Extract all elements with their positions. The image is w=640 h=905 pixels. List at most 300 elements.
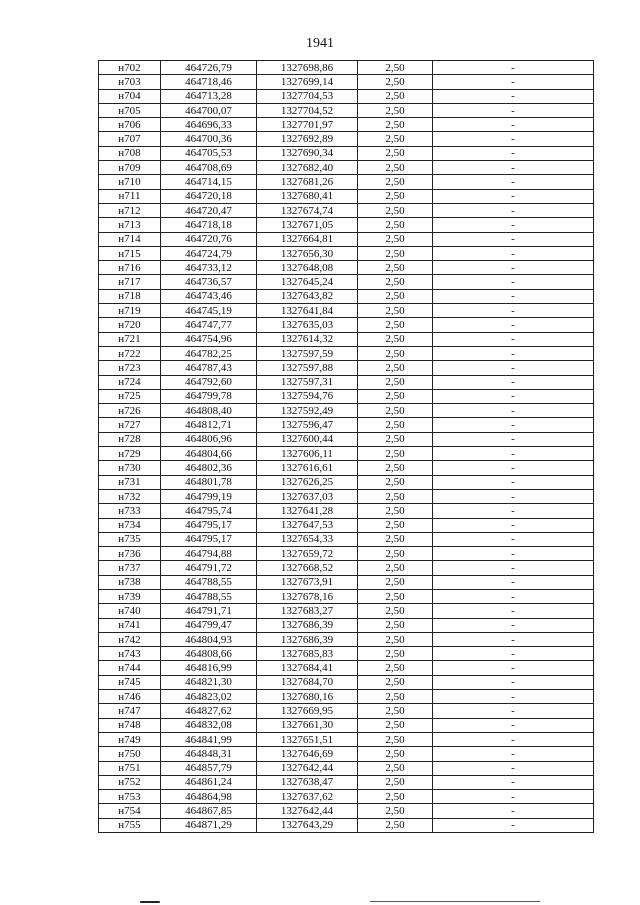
note-cell: - <box>433 475 594 489</box>
y-coordinate-cell: 1327701,97 <box>257 118 358 132</box>
value-cell: 2,50 <box>358 675 433 689</box>
note-cell: - <box>433 447 594 461</box>
point-id-cell: н708 <box>99 146 161 160</box>
point-id-cell: н710 <box>99 175 161 189</box>
y-coordinate-cell: 1327651,51 <box>257 732 358 746</box>
point-id-cell: н723 <box>99 361 161 375</box>
point-id-cell: н746 <box>99 690 161 704</box>
y-coordinate-cell: 1327680,41 <box>257 189 358 203</box>
value-cell: 2,50 <box>358 504 433 518</box>
table-row <box>99 804 594 818</box>
table-row <box>99 361 594 375</box>
point-id-cell: н709 <box>99 161 161 175</box>
point-id-cell: н715 <box>99 246 161 260</box>
table-row <box>99 103 594 117</box>
value-cell: 2,50 <box>358 589 433 603</box>
table-row <box>99 375 594 389</box>
value-cell: 2,50 <box>358 132 433 146</box>
y-coordinate-cell: 1327637,03 <box>257 489 358 503</box>
value-cell: 2,50 <box>358 604 433 618</box>
point-id-cell: н750 <box>99 747 161 761</box>
value-cell: 2,50 <box>358 289 433 303</box>
x-coordinate-cell: 464747,77 <box>161 318 257 332</box>
x-coordinate-cell: 464788,55 <box>161 589 257 603</box>
y-coordinate-cell: 1327643,82 <box>257 289 358 303</box>
table-row <box>99 118 594 132</box>
note-cell: - <box>433 389 594 403</box>
note-cell: - <box>433 203 594 217</box>
x-coordinate-cell: 464787,43 <box>161 361 257 375</box>
point-id-cell: н740 <box>99 604 161 618</box>
point-id-cell: н702 <box>99 61 161 75</box>
y-coordinate-cell: 1327642,44 <box>257 804 358 818</box>
x-coordinate-cell: 464871,29 <box>161 818 257 832</box>
y-coordinate-cell: 1327596,47 <box>257 418 358 432</box>
note-cell: - <box>433 332 594 346</box>
y-coordinate-cell: 1327646,69 <box>257 747 358 761</box>
point-id-cell: н748 <box>99 718 161 732</box>
value-cell: 2,50 <box>358 704 433 718</box>
note-cell: - <box>433 61 594 75</box>
point-id-cell: н745 <box>99 675 161 689</box>
x-coordinate-cell: 464794,88 <box>161 547 257 561</box>
point-id-cell: н720 <box>99 318 161 332</box>
x-coordinate-cell: 464705,53 <box>161 146 257 160</box>
note-cell: - <box>433 618 594 632</box>
table-row <box>99 447 594 461</box>
note-cell: - <box>433 804 594 818</box>
y-coordinate-cell: 1327686,39 <box>257 632 358 646</box>
point-id-cell: н738 <box>99 575 161 589</box>
y-coordinate-cell: 1327678,16 <box>257 589 358 603</box>
table-row <box>99 461 594 475</box>
note-cell: - <box>433 547 594 561</box>
x-coordinate-cell: 464823,02 <box>161 690 257 704</box>
y-coordinate-cell: 1327682,40 <box>257 161 358 175</box>
x-coordinate-cell: 464736,57 <box>161 275 257 289</box>
note-cell: - <box>433 690 594 704</box>
x-coordinate-cell: 464841,99 <box>161 732 257 746</box>
page-number: 1941 <box>306 36 334 51</box>
note-cell: - <box>433 589 594 603</box>
x-coordinate-cell: 464713,28 <box>161 89 257 103</box>
table-row <box>99 332 594 346</box>
value-cell: 2,50 <box>358 275 433 289</box>
value-cell: 2,50 <box>358 161 433 175</box>
note-cell: - <box>433 275 594 289</box>
value-cell: 2,50 <box>358 575 433 589</box>
point-id-cell: н727 <box>99 418 161 432</box>
point-id-cell: н724 <box>99 375 161 389</box>
y-coordinate-cell: 1327704,53 <box>257 89 358 103</box>
x-coordinate-cell: 464718,18 <box>161 218 257 232</box>
note-cell: - <box>433 675 594 689</box>
value-cell: 2,50 <box>358 75 433 89</box>
note-cell: - <box>433 404 594 418</box>
value-cell: 2,50 <box>358 618 433 632</box>
table-row <box>99 404 594 418</box>
x-coordinate-cell: 464733,12 <box>161 261 257 275</box>
x-coordinate-cell: 464788,55 <box>161 575 257 589</box>
y-coordinate-cell: 1327690,34 <box>257 146 358 160</box>
point-id-cell: н749 <box>99 732 161 746</box>
y-coordinate-cell: 1327661,30 <box>257 718 358 732</box>
point-id-cell: н752 <box>99 775 161 789</box>
y-coordinate-cell: 1327673,91 <box>257 575 358 589</box>
point-id-cell: н719 <box>99 304 161 318</box>
table-row <box>99 61 594 75</box>
note-cell: - <box>433 375 594 389</box>
value-cell: 2,50 <box>358 346 433 360</box>
note-cell: - <box>433 261 594 275</box>
note-cell: - <box>433 718 594 732</box>
table-row <box>99 246 594 260</box>
point-id-cell: н716 <box>99 261 161 275</box>
x-coordinate-cell: 464745,19 <box>161 304 257 318</box>
x-coordinate-cell: 464867,85 <box>161 804 257 818</box>
table-row <box>99 718 594 732</box>
value-cell: 2,50 <box>358 475 433 489</box>
x-coordinate-cell: 464861,24 <box>161 775 257 789</box>
note-cell: - <box>433 790 594 804</box>
x-coordinate-cell: 464795,74 <box>161 504 257 518</box>
y-coordinate-cell: 1327685,83 <box>257 647 358 661</box>
note-cell: - <box>433 346 594 360</box>
y-coordinate-cell: 1327641,84 <box>257 304 358 318</box>
y-coordinate-cell: 1327674,74 <box>257 203 358 217</box>
x-coordinate-cell: 464795,17 <box>161 518 257 532</box>
x-coordinate-cell: 464857,79 <box>161 761 257 775</box>
value-cell: 2,50 <box>358 432 433 446</box>
x-coordinate-cell: 464801,78 <box>161 475 257 489</box>
point-id-cell: н732 <box>99 489 161 503</box>
scan-artifact-mark <box>140 901 160 903</box>
note-cell: - <box>433 604 594 618</box>
table-row <box>99 575 594 589</box>
value-cell: 2,50 <box>358 561 433 575</box>
note-cell: - <box>433 361 594 375</box>
table-row <box>99 518 594 532</box>
value-cell: 2,50 <box>358 404 433 418</box>
note-cell: - <box>433 661 594 675</box>
value-cell: 2,50 <box>358 203 433 217</box>
value-cell: 2,50 <box>358 89 433 103</box>
point-id-cell: н721 <box>99 332 161 346</box>
note-cell: - <box>433 418 594 432</box>
value-cell: 2,50 <box>358 103 433 117</box>
note-cell: - <box>433 632 594 646</box>
point-id-cell: н744 <box>99 661 161 675</box>
note-cell: - <box>433 461 594 475</box>
value-cell: 2,50 <box>358 332 433 346</box>
value-cell: 2,50 <box>358 447 433 461</box>
table-row <box>99 175 594 189</box>
value-cell: 2,50 <box>358 690 433 704</box>
point-id-cell: н717 <box>99 275 161 289</box>
x-coordinate-cell: 464812,71 <box>161 418 257 432</box>
x-coordinate-cell: 464808,66 <box>161 647 257 661</box>
point-id-cell: н706 <box>99 118 161 132</box>
y-coordinate-cell: 1327669,95 <box>257 704 358 718</box>
point-id-cell: н730 <box>99 461 161 475</box>
x-coordinate-cell: 464724,79 <box>161 246 257 260</box>
note-cell: - <box>433 132 594 146</box>
y-coordinate-cell: 1327643,29 <box>257 818 358 832</box>
y-coordinate-cell: 1327594,76 <box>257 389 358 403</box>
table-row <box>99 489 594 503</box>
y-coordinate-cell: 1327704,52 <box>257 103 358 117</box>
note-cell: - <box>433 75 594 89</box>
value-cell: 2,50 <box>358 747 433 761</box>
x-coordinate-cell: 464821,30 <box>161 675 257 689</box>
point-id-cell: н755 <box>99 818 161 832</box>
x-coordinate-cell: 464808,40 <box>161 404 257 418</box>
table-row <box>99 203 594 217</box>
table-row <box>99 432 594 446</box>
y-coordinate-cell: 1327671,05 <box>257 218 358 232</box>
value-cell: 2,50 <box>358 304 433 318</box>
x-coordinate-cell: 464718,46 <box>161 75 257 89</box>
value-cell: 2,50 <box>358 146 433 160</box>
table-row <box>99 661 594 675</box>
y-coordinate-cell: 1327626,25 <box>257 475 358 489</box>
coordinates-table-body <box>99 61 594 833</box>
y-coordinate-cell: 1327698,86 <box>257 61 358 75</box>
point-id-cell: н711 <box>99 189 161 203</box>
x-coordinate-cell: 464792,60 <box>161 375 257 389</box>
point-id-cell: н737 <box>99 561 161 575</box>
y-coordinate-cell: 1327592,49 <box>257 404 358 418</box>
table-row <box>99 318 594 332</box>
point-id-cell: н718 <box>99 289 161 303</box>
y-coordinate-cell: 1327614,32 <box>257 332 358 346</box>
table-row <box>99 589 594 603</box>
table-row <box>99 761 594 775</box>
y-coordinate-cell: 1327680,16 <box>257 690 358 704</box>
table-row <box>99 289 594 303</box>
note-cell: - <box>433 818 594 832</box>
table-row <box>99 189 594 203</box>
note-cell: - <box>433 518 594 532</box>
note-cell: - <box>433 161 594 175</box>
x-coordinate-cell: 464743,46 <box>161 289 257 303</box>
y-coordinate-cell: 1327664,81 <box>257 232 358 246</box>
x-coordinate-cell: 464782,25 <box>161 346 257 360</box>
table-row <box>99 618 594 632</box>
point-id-cell: н722 <box>99 346 161 360</box>
table-row <box>99 418 594 432</box>
note-cell: - <box>433 103 594 117</box>
value-cell: 2,50 <box>358 318 433 332</box>
y-coordinate-cell: 1327637,62 <box>257 790 358 804</box>
x-coordinate-cell: 464720,18 <box>161 189 257 203</box>
table-row <box>99 690 594 704</box>
y-coordinate-cell: 1327683,27 <box>257 604 358 618</box>
table-row <box>99 346 594 360</box>
scan-artifact-line <box>370 901 540 902</box>
x-coordinate-cell: 464864,98 <box>161 790 257 804</box>
x-coordinate-cell: 464714,15 <box>161 175 257 189</box>
value-cell: 2,50 <box>358 632 433 646</box>
value-cell: 2,50 <box>358 61 433 75</box>
y-coordinate-cell: 1327642,44 <box>257 761 358 775</box>
note-cell: - <box>433 489 594 503</box>
note-cell: - <box>433 504 594 518</box>
table-row <box>99 161 594 175</box>
y-coordinate-cell: 1327656,30 <box>257 246 358 260</box>
table-row <box>99 89 594 103</box>
point-id-cell: н742 <box>99 632 161 646</box>
x-coordinate-cell: 464804,93 <box>161 632 257 646</box>
note-cell: - <box>433 704 594 718</box>
point-id-cell: н733 <box>99 504 161 518</box>
value-cell: 2,50 <box>358 218 433 232</box>
y-coordinate-cell: 1327597,31 <box>257 375 358 389</box>
value-cell: 2,50 <box>358 804 433 818</box>
y-coordinate-cell: 1327645,24 <box>257 275 358 289</box>
y-coordinate-cell: 1327684,70 <box>257 675 358 689</box>
value-cell: 2,50 <box>358 461 433 475</box>
coordinates-table <box>98 60 594 833</box>
x-coordinate-cell: 464799,19 <box>161 489 257 503</box>
x-coordinate-cell: 464816,99 <box>161 661 257 675</box>
point-id-cell: н713 <box>99 218 161 232</box>
table-row <box>99 532 594 546</box>
point-id-cell: н751 <box>99 761 161 775</box>
point-id-cell: н736 <box>99 547 161 561</box>
x-coordinate-cell: 464726,79 <box>161 61 257 75</box>
table-row <box>99 232 594 246</box>
point-id-cell: н725 <box>99 389 161 403</box>
note-cell: - <box>433 561 594 575</box>
note-cell: - <box>433 146 594 160</box>
point-id-cell: н743 <box>99 647 161 661</box>
note-cell: - <box>433 175 594 189</box>
table-row <box>99 146 594 160</box>
point-id-cell: н739 <box>99 589 161 603</box>
value-cell: 2,50 <box>358 118 433 132</box>
y-coordinate-cell: 1327616,61 <box>257 461 358 475</box>
value-cell: 2,50 <box>358 661 433 675</box>
table-row <box>99 75 594 89</box>
x-coordinate-cell: 464720,47 <box>161 203 257 217</box>
point-id-cell: н704 <box>99 89 161 103</box>
point-id-cell: н726 <box>99 404 161 418</box>
point-id-cell: н735 <box>99 532 161 546</box>
table-row <box>99 561 594 575</box>
x-coordinate-cell: 464802,36 <box>161 461 257 475</box>
x-coordinate-cell: 464696,33 <box>161 118 257 132</box>
x-coordinate-cell: 464754,96 <box>161 332 257 346</box>
x-coordinate-cell: 464791,71 <box>161 604 257 618</box>
table-row <box>99 304 594 318</box>
y-coordinate-cell: 1327654,33 <box>257 532 358 546</box>
value-cell: 2,50 <box>358 489 433 503</box>
table-row <box>99 747 594 761</box>
point-id-cell: н712 <box>99 203 161 217</box>
table-row <box>99 389 594 403</box>
value-cell: 2,50 <box>358 189 433 203</box>
value-cell: 2,50 <box>358 361 433 375</box>
y-coordinate-cell: 1327659,72 <box>257 547 358 561</box>
table-row <box>99 818 594 832</box>
value-cell: 2,50 <box>358 818 433 832</box>
x-coordinate-cell: 464806,96 <box>161 432 257 446</box>
y-coordinate-cell: 1327668,52 <box>257 561 358 575</box>
value-cell: 2,50 <box>358 175 433 189</box>
value-cell: 2,50 <box>358 547 433 561</box>
y-coordinate-cell: 1327600,44 <box>257 432 358 446</box>
note-cell: - <box>433 532 594 546</box>
y-coordinate-cell: 1327641,28 <box>257 504 358 518</box>
note-cell: - <box>433 189 594 203</box>
point-id-cell: н753 <box>99 790 161 804</box>
table-row <box>99 604 594 618</box>
point-id-cell: н705 <box>99 103 161 117</box>
value-cell: 2,50 <box>358 532 433 546</box>
value-cell: 2,50 <box>358 261 433 275</box>
note-cell: - <box>433 747 594 761</box>
note-cell: - <box>433 318 594 332</box>
point-id-cell: н734 <box>99 518 161 532</box>
table-row <box>99 275 594 289</box>
y-coordinate-cell: 1327606,11 <box>257 447 358 461</box>
value-cell: 2,50 <box>358 232 433 246</box>
x-coordinate-cell: 464832,08 <box>161 718 257 732</box>
x-coordinate-cell: 464795,17 <box>161 532 257 546</box>
table-row <box>99 647 594 661</box>
value-cell: 2,50 <box>358 718 433 732</box>
note-cell: - <box>433 732 594 746</box>
y-coordinate-cell: 1327681,26 <box>257 175 358 189</box>
table-row <box>99 475 594 489</box>
note-cell: - <box>433 89 594 103</box>
y-coordinate-cell: 1327597,59 <box>257 346 358 360</box>
table-row <box>99 732 594 746</box>
y-coordinate-cell: 1327692,89 <box>257 132 358 146</box>
value-cell: 2,50 <box>358 246 433 260</box>
table-row <box>99 704 594 718</box>
y-coordinate-cell: 1327647,53 <box>257 518 358 532</box>
table-row <box>99 547 594 561</box>
note-cell: - <box>433 289 594 303</box>
y-coordinate-cell: 1327686,39 <box>257 618 358 632</box>
note-cell: - <box>433 118 594 132</box>
value-cell: 2,50 <box>358 775 433 789</box>
point-id-cell: н741 <box>99 618 161 632</box>
x-coordinate-cell: 464700,36 <box>161 132 257 146</box>
table-row <box>99 218 594 232</box>
x-coordinate-cell: 464827,62 <box>161 704 257 718</box>
value-cell: 2,50 <box>358 647 433 661</box>
y-coordinate-cell: 1327635,03 <box>257 318 358 332</box>
table-row <box>99 675 594 689</box>
value-cell: 2,50 <box>358 790 433 804</box>
note-cell: - <box>433 246 594 260</box>
x-coordinate-cell: 464848,31 <box>161 747 257 761</box>
value-cell: 2,50 <box>358 761 433 775</box>
y-coordinate-cell: 1327684,41 <box>257 661 358 675</box>
note-cell: - <box>433 647 594 661</box>
y-coordinate-cell: 1327597,88 <box>257 361 358 375</box>
value-cell: 2,50 <box>358 418 433 432</box>
table-row <box>99 132 594 146</box>
table-row <box>99 790 594 804</box>
x-coordinate-cell: 464799,78 <box>161 389 257 403</box>
note-cell: - <box>433 304 594 318</box>
note-cell: - <box>433 432 594 446</box>
point-id-cell: н703 <box>99 75 161 89</box>
